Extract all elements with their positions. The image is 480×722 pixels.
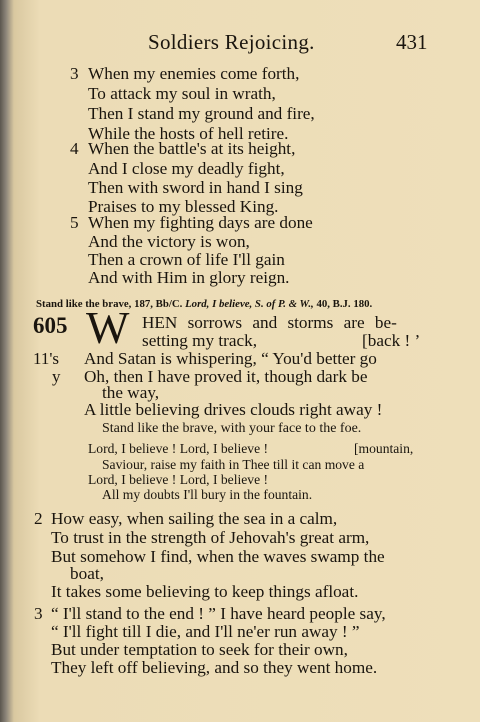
- hymn-line: Oh, then I have proved it, though dark be: [84, 367, 368, 386]
- running-title: Soldiers Rejoicing.: [148, 30, 315, 54]
- hymn-line: HEN sorrows and storms are be-: [142, 313, 397, 332]
- tune-ref-2: Lord, I believe, S. of P. & W.,: [185, 298, 314, 310]
- verse-line: When the battle's at its height,: [88, 139, 296, 158]
- verse-line: But somehow I find, when the waves swamp the: [51, 547, 385, 566]
- verse-line: It takes some believing to keep things afloat.: [51, 582, 359, 601]
- verse-line: While the hosts of hell retire.: [88, 124, 289, 143]
- verse-number: 2: [34, 509, 43, 528]
- side-mark: y: [52, 367, 61, 386]
- verse-line: When my fighting days are done: [88, 213, 313, 232]
- verse-number: 3: [34, 604, 43, 623]
- page-number: 431: [396, 30, 428, 54]
- tune-ref-1: Stand like the brave, 187, Bb/C.: [36, 298, 183, 310]
- chorus-intro: Stand like the brave, with your face to the foe.: [102, 421, 362, 436]
- meter-mark: 11's: [33, 349, 60, 368]
- hymn-line: the way,: [102, 383, 160, 402]
- drop-cap: W: [86, 302, 130, 353]
- chorus-line: Saviour, raise my faith in Thee till it can move a: [102, 457, 365, 472]
- verse-line: And with Him in glory reign.: [88, 268, 290, 287]
- verse-line: boat,: [70, 564, 104, 583]
- verse-line: To attack my soul in wrath,: [88, 84, 276, 103]
- hymn-line: A little believing drives clouds right away !: [84, 400, 383, 419]
- hymn-line: And Satan is whispering, “ You'd better go: [84, 349, 377, 368]
- verse-line: But under temptation to seek for their own,: [51, 640, 348, 659]
- tune-ref-3: 40, B.J. 180.: [316, 298, 373, 310]
- hymn-number: 605: [33, 313, 68, 338]
- verse-line: And I close my deadly fight,: [88, 159, 285, 178]
- verse-line: They left off believing, and so they went home.: [51, 658, 378, 677]
- verse-line: Then with sword in hand I sing: [88, 178, 303, 197]
- verse-line: “ I'll fight till I die, and I'll ne'er run away ! ”: [51, 622, 360, 641]
- verse-number: 5: [70, 213, 79, 232]
- verse-line: Then a crown of life I'll gain: [88, 250, 285, 269]
- verse-number: 3: [70, 64, 79, 83]
- verse-line: Then I stand my ground and fire,: [88, 104, 315, 123]
- page-header: [0, 30, 480, 54]
- chorus-line: [mountain,: [354, 441, 414, 456]
- hymn-line: [back ! ’: [362, 331, 421, 350]
- chorus-line: All my doubts I'll bury in the fountain.: [102, 487, 313, 502]
- verse-line: “ I'll stand to the end ! ” I have heard people say,: [51, 604, 386, 623]
- verse-line: When my enemies come forth,: [88, 64, 300, 83]
- verse-line: How easy, when sailing the sea in a calm,: [51, 509, 338, 528]
- chorus-line: Lord, I believe ! Lord, I believe !: [88, 472, 269, 487]
- verse-line: Praises to my blessed King.: [88, 197, 279, 216]
- verse-line: And the victory is won,: [88, 232, 250, 251]
- verse-number: 4: [70, 139, 79, 158]
- verse-line: To trust in the strength of Jehovah's great arm,: [51, 528, 370, 547]
- chorus-line: Lord, I believe ! Lord, I believe !: [88, 441, 269, 456]
- hymn-line: setting my track,: [142, 331, 258, 350]
